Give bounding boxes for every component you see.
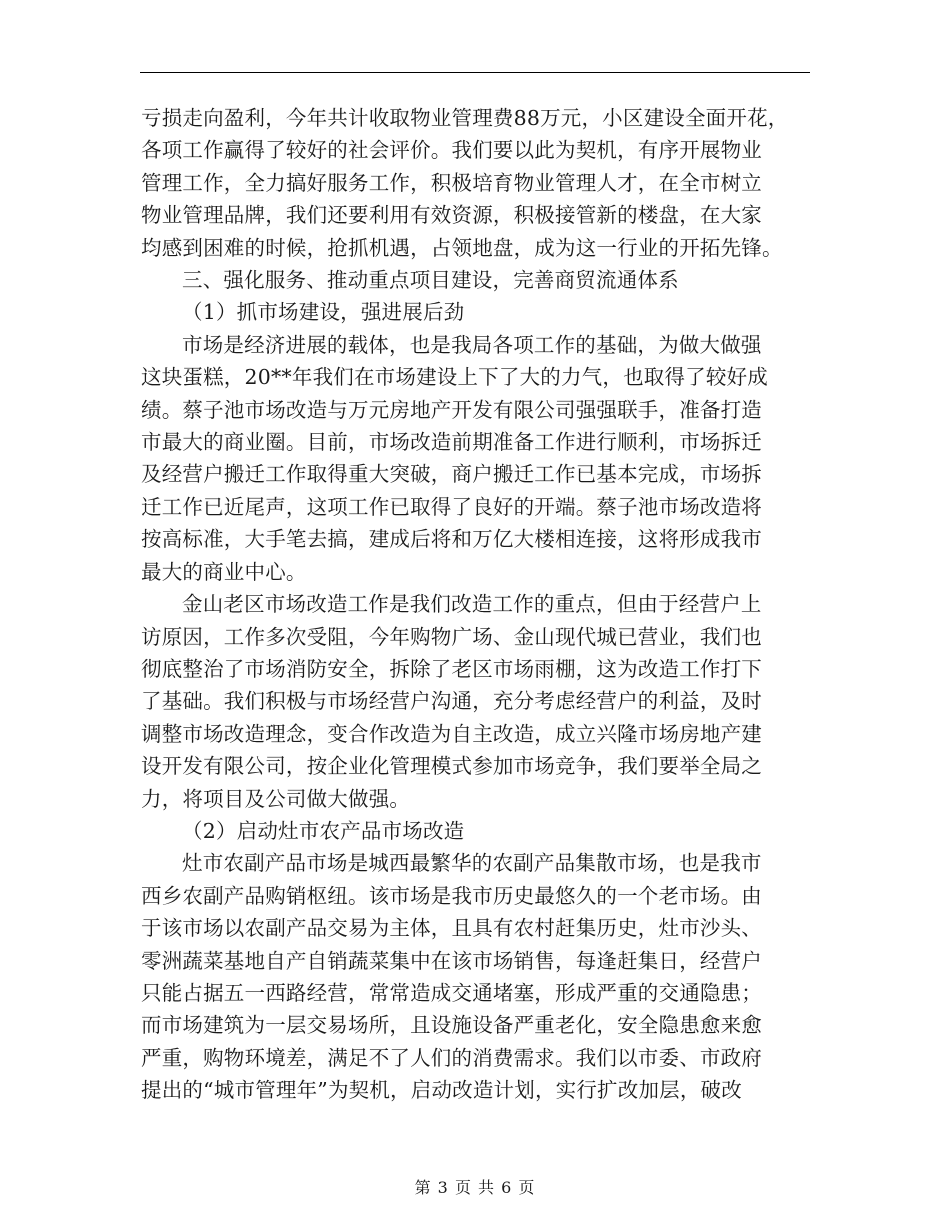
text-line: 最大的商业中心。 (141, 559, 307, 584)
text-line: 管理工作，全力搞好服务工作，积极培育物业管理人才，在全市树立 (141, 170, 762, 195)
text-line: 西乡农副产品购销枢纽。该市场是我市历史最悠久的一个老市场。由 (141, 883, 762, 908)
text-line: 调整市场改造理念，变合作改造为自主改造，成立兴隆市场房地产建 (141, 721, 762, 746)
subsection-heading: （2）启动灶市农产品市场改造 (182, 818, 465, 843)
text-line: 而市场建筑为一层交易场所，且设施设备严重老化，安全隐患愈来愈 (141, 1013, 762, 1038)
text-line: 提出的“城市管理年”为契机，启动改造计划，实行扩改加层，破改 (141, 1078, 742, 1103)
text-line: 物业管理品牌，我们还要利用有效资源，积极接管新的楼盘，在大家 (141, 203, 762, 228)
text-line: 于该市场以农副产品交易为主体，且具有农村赶集历史，灶市沙头、 (141, 916, 762, 941)
header-rule (140, 72, 810, 73)
text-line: 及经营户搬迁工作取得重大突破，商户搬迁工作已基本完成，市场拆 (141, 462, 762, 487)
text-line: 各项工作赢得了较好的社会评价。我们要以此为契机，有序开展物业 (141, 138, 762, 163)
text-line: 访原因，工作多次受阻，今年购物广场、金山现代城已营业，我们也 (141, 624, 762, 649)
section-heading: 三、强化服务、推动重点项目建设，完善商贸流通体系 (182, 268, 679, 293)
text-line: 按高标准，大手笔去搞，建成后将和万亿大楼相连接，这将形成我市 (141, 527, 762, 552)
paragraph-start: 灶市农副产品市场是城西最繁华的农副产品集散市场，也是我市 (182, 851, 762, 876)
text-line: 亏损走向盈利，今年共计收取物业管理费88万元，小区建设全面开花， (141, 106, 789, 130)
text-line: 市最大的商业圈。目前，市场改造前期准备工作进行顺利，市场拆迁 (141, 430, 762, 455)
text-line: 彻底整治了市场消防安全，拆除了老区市场雨棚，这为改造工作打下 (141, 656, 762, 681)
text-line: 只能占据五一西路经营，常常造成交通堵塞，形成严重的交通隐患； (141, 980, 762, 1005)
text-line: 这块蛋糕，20**年我们在市场建设上下了大的力气，也取得了较好成 (141, 365, 768, 390)
text-line: 均感到困难的时候，抢抓机遇，占领地盘，成为这一行业的开拓先锋。 (141, 235, 783, 260)
paragraph-start: 市场是经济进展的载体，也是我局各项工作的基础，为做大做强 (182, 332, 762, 357)
document-body (141, 102, 813, 1107)
paragraph-start: 金山老区市场改造工作是我们改造工作的重点，但由于经营户上 (182, 592, 762, 617)
text-line: 了基础。我们积极与市场经营户沟通，充分考虑经营户的利益，及时 (141, 689, 762, 714)
text-line: 迁工作已近尾声，这项工作已取得了良好的开端。蔡子池市场改造将 (141, 494, 762, 519)
text-line: 绩。蔡子池市场改造与万元房地产开发有限公司强强联手，准备打造 (141, 397, 762, 422)
text-line: 设开发有限公司，按企业化管理模式参加市场竞争，我们要举全局之 (141, 754, 762, 779)
page-footer: 第 3 页 共 6 页 (414, 1178, 536, 1197)
text-line: 力，将项目及公司做大做强。 (141, 786, 411, 811)
subsection-heading: （1）抓市场建设，强进展后劲 (182, 300, 465, 325)
text-line: 严重，购物环境差，满足不了人们的消费需求。我们以市委、市政府 (141, 1045, 762, 1070)
text-line: 零洲蔬菜基地自产自销蔬菜集中在该市场销售，每逢赶集日，经营户 (141, 948, 762, 973)
